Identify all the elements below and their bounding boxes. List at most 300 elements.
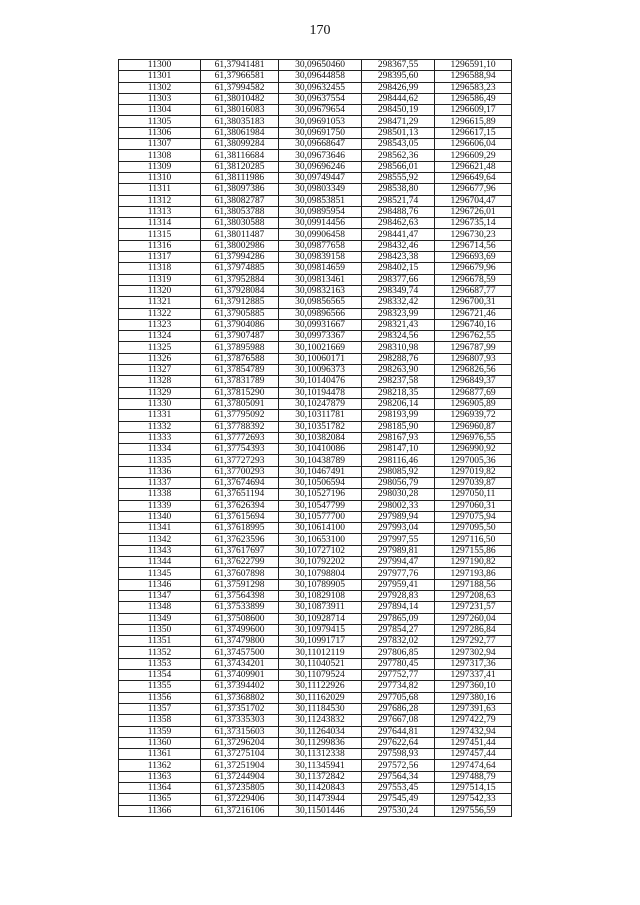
point-number-cell: 11365 <box>119 794 201 805</box>
longitude-cell: 30,09853851 <box>279 195 362 206</box>
y-coordinate-cell: 1297188,56 <box>435 579 512 590</box>
point-number-cell: 11325 <box>119 342 201 353</box>
y-coordinate-cell: 1296704,47 <box>435 195 512 206</box>
longitude-cell: 30,10467491 <box>279 466 362 477</box>
x-coordinate-cell: 298441,47 <box>362 229 435 240</box>
point-number-cell: 11330 <box>119 398 201 409</box>
latitude-cell: 61,37623596 <box>201 534 279 545</box>
latitude-cell: 61,37335303 <box>201 715 279 726</box>
latitude-cell: 61,38082787 <box>201 195 279 206</box>
longitude-cell: 30,09895954 <box>279 206 362 217</box>
point-number-cell: 11346 <box>119 579 201 590</box>
y-coordinate-cell: 1297116,50 <box>435 534 512 545</box>
table-row <box>119 500 512 511</box>
point-number-cell: 11345 <box>119 568 201 579</box>
longitude-cell: 30,10928714 <box>279 613 362 624</box>
longitude-cell: 30,09931667 <box>279 319 362 330</box>
table-row <box>119 613 512 624</box>
point-number-cell: 11338 <box>119 489 201 500</box>
latitude-cell: 61,37275104 <box>201 749 279 760</box>
table-row <box>119 331 512 342</box>
y-coordinate-cell: 1296877,69 <box>435 387 512 398</box>
point-number-cell: 11316 <box>119 240 201 251</box>
x-coordinate-cell: 297989,81 <box>362 545 435 556</box>
y-coordinate-cell: 1296609,17 <box>435 105 512 116</box>
longitude-cell: 30,10060171 <box>279 353 362 364</box>
x-coordinate-cell: 297832,02 <box>362 636 435 647</box>
point-number-cell: 11317 <box>119 252 201 263</box>
x-coordinate-cell: 298426,99 <box>362 82 435 93</box>
latitude-cell: 61,37368802 <box>201 692 279 703</box>
table-row <box>119 161 512 172</box>
y-coordinate-cell: 1296730,23 <box>435 229 512 240</box>
longitude-cell: 30,11473944 <box>279 794 362 805</box>
table-row <box>119 534 512 545</box>
table-row <box>119 489 512 500</box>
longitude-cell: 30,09668647 <box>279 139 362 150</box>
latitude-cell: 61,37434201 <box>201 658 279 669</box>
x-coordinate-cell: 297977,76 <box>362 568 435 579</box>
point-number-cell: 11313 <box>119 206 201 217</box>
y-coordinate-cell: 1296615,89 <box>435 116 512 127</box>
table-row <box>119 319 512 330</box>
point-number-cell: 11359 <box>119 726 201 737</box>
table-row <box>119 421 512 432</box>
point-number-cell: 11312 <box>119 195 201 206</box>
y-coordinate-cell: 1296649,64 <box>435 172 512 183</box>
longitude-cell: 30,10247879 <box>279 398 362 409</box>
y-coordinate-cell: 1297292,77 <box>435 636 512 647</box>
table-row <box>119 240 512 251</box>
x-coordinate-cell: 298332,42 <box>362 297 435 308</box>
longitude-cell: 30,11040521 <box>279 658 362 669</box>
point-number-cell: 11361 <box>119 749 201 760</box>
x-coordinate-cell: 297928,83 <box>362 590 435 601</box>
table-row <box>119 647 512 658</box>
point-number-cell: 11354 <box>119 670 201 681</box>
table-row <box>119 353 512 364</box>
longitude-cell: 30,10979415 <box>279 624 362 635</box>
y-coordinate-cell: 1296826,56 <box>435 365 512 376</box>
page-number: 170 <box>309 23 331 38</box>
table-row <box>119 60 512 71</box>
longitude-cell: 30,11162029 <box>279 692 362 703</box>
y-coordinate-cell: 1297391,63 <box>435 703 512 714</box>
table-row <box>119 703 512 714</box>
x-coordinate-cell: 298432,46 <box>362 240 435 251</box>
longitude-cell: 30,11184530 <box>279 703 362 714</box>
point-number-cell: 11306 <box>119 127 201 138</box>
latitude-cell: 61,38053788 <box>201 206 279 217</box>
table-row <box>119 692 512 703</box>
latitude-cell: 61,37700293 <box>201 466 279 477</box>
latitude-cell: 61,38035183 <box>201 116 279 127</box>
y-coordinate-cell: 1297556,59 <box>435 805 512 816</box>
coordinates-table-body <box>119 60 512 817</box>
point-number-cell: 11321 <box>119 297 201 308</box>
longitude-cell: 30,09973367 <box>279 331 362 342</box>
x-coordinate-cell: 297622,64 <box>362 737 435 748</box>
longitude-cell: 30,09906458 <box>279 229 362 240</box>
table-row <box>119 670 512 681</box>
x-coordinate-cell: 297894,14 <box>362 602 435 613</box>
y-coordinate-cell: 1297286,84 <box>435 624 512 635</box>
point-number-cell: 11347 <box>119 590 201 601</box>
latitude-cell: 61,37727293 <box>201 455 279 466</box>
x-coordinate-cell: 297686,28 <box>362 703 435 714</box>
longitude-cell: 30,10727102 <box>279 545 362 556</box>
y-coordinate-cell: 1296693,69 <box>435 252 512 263</box>
table-row <box>119 432 512 443</box>
x-coordinate-cell: 298324,56 <box>362 331 435 342</box>
latitude-cell: 61,37907487 <box>201 331 279 342</box>
x-coordinate-cell: 298566,01 <box>362 161 435 172</box>
longitude-cell: 30,09814659 <box>279 263 362 274</box>
table-row <box>119 783 512 794</box>
y-coordinate-cell: 1297095,50 <box>435 523 512 534</box>
longitude-cell: 30,10653100 <box>279 534 362 545</box>
table-row <box>119 274 512 285</box>
y-coordinate-cell: 1297050,11 <box>435 489 512 500</box>
table-row <box>119 139 512 150</box>
latitude-cell: 61,37457500 <box>201 647 279 658</box>
latitude-cell: 61,37795092 <box>201 410 279 421</box>
y-coordinate-cell: 1296726,01 <box>435 206 512 217</box>
longitude-cell: 30,09803349 <box>279 184 362 195</box>
longitude-cell: 30,11501446 <box>279 805 362 816</box>
y-coordinate-cell: 1296905,89 <box>435 398 512 409</box>
y-coordinate-cell: 1296588,94 <box>435 71 512 82</box>
point-number-cell: 11350 <box>119 624 201 635</box>
longitude-cell: 30,10527196 <box>279 489 362 500</box>
point-number-cell: 11366 <box>119 805 201 816</box>
point-number-cell: 11356 <box>119 692 201 703</box>
point-number-cell: 11351 <box>119 636 201 647</box>
longitude-cell: 30,10410086 <box>279 444 362 455</box>
point-number-cell: 11363 <box>119 771 201 782</box>
table-row <box>119 71 512 82</box>
point-number-cell: 11302 <box>119 82 201 93</box>
latitude-cell: 61,37235805 <box>201 783 279 794</box>
longitude-cell: 30,10382084 <box>279 432 362 443</box>
table-row <box>119 511 512 522</box>
longitude-cell: 30,09813461 <box>279 274 362 285</box>
point-number-cell: 11322 <box>119 308 201 319</box>
x-coordinate-cell: 298471,29 <box>362 116 435 127</box>
latitude-cell: 61,38030588 <box>201 218 279 229</box>
x-coordinate-cell: 298147,10 <box>362 444 435 455</box>
table-row <box>119 568 512 579</box>
table-row <box>119 760 512 771</box>
x-coordinate-cell: 298521,74 <box>362 195 435 206</box>
point-number-cell: 11328 <box>119 376 201 387</box>
table-row <box>119 206 512 217</box>
latitude-cell: 61,37854789 <box>201 365 279 376</box>
x-coordinate-cell: 297564,34 <box>362 771 435 782</box>
table-row <box>119 116 512 127</box>
point-number-cell: 11331 <box>119 410 201 421</box>
x-coordinate-cell: 297806,85 <box>362 647 435 658</box>
point-number-cell: 11364 <box>119 783 201 794</box>
x-coordinate-cell: 298206,14 <box>362 398 435 409</box>
y-coordinate-cell: 1296787,99 <box>435 342 512 353</box>
table-row <box>119 523 512 534</box>
x-coordinate-cell: 298402,15 <box>362 263 435 274</box>
latitude-cell: 61,37895988 <box>201 342 279 353</box>
table-row <box>119 557 512 568</box>
latitude-cell: 61,38010482 <box>201 93 279 104</box>
x-coordinate-cell: 297545,49 <box>362 794 435 805</box>
longitude-cell: 30,09637554 <box>279 93 362 104</box>
latitude-cell: 61,37626394 <box>201 500 279 511</box>
table-row <box>119 150 512 161</box>
table-row <box>119 805 512 816</box>
latitude-cell: 61,37831789 <box>201 376 279 387</box>
longitude-cell: 30,10438789 <box>279 455 362 466</box>
longitude-cell: 30,09673646 <box>279 150 362 161</box>
longitude-cell: 30,11243832 <box>279 715 362 726</box>
y-coordinate-cell: 1297360,10 <box>435 681 512 692</box>
point-number-cell: 11308 <box>119 150 201 161</box>
point-number-cell: 11319 <box>119 274 201 285</box>
latitude-cell: 61,38120285 <box>201 161 279 172</box>
longitude-cell: 30,09650460 <box>279 60 362 71</box>
point-number-cell: 11362 <box>119 760 201 771</box>
y-coordinate-cell: 1296807,93 <box>435 353 512 364</box>
y-coordinate-cell: 1297155,86 <box>435 545 512 556</box>
x-coordinate-cell: 298488,76 <box>362 206 435 217</box>
longitude-cell: 30,11264034 <box>279 726 362 737</box>
y-coordinate-cell: 1297514,15 <box>435 783 512 794</box>
x-coordinate-cell: 298395,60 <box>362 71 435 82</box>
y-coordinate-cell: 1297260,04 <box>435 613 512 624</box>
longitude-cell: 30,09832163 <box>279 285 362 296</box>
longitude-cell: 30,09696246 <box>279 161 362 172</box>
point-number-cell: 11311 <box>119 184 201 195</box>
point-number-cell: 11339 <box>119 500 201 511</box>
latitude-cell: 61,37394402 <box>201 681 279 692</box>
point-number-cell: 11326 <box>119 353 201 364</box>
x-coordinate-cell: 298377,66 <box>362 274 435 285</box>
latitude-cell: 61,37607898 <box>201 568 279 579</box>
y-coordinate-cell: 1297488,79 <box>435 771 512 782</box>
table-row <box>119 477 512 488</box>
x-coordinate-cell: 297705,68 <box>362 692 435 703</box>
y-coordinate-cell: 1296849,37 <box>435 376 512 387</box>
y-coordinate-cell: 1297422,79 <box>435 715 512 726</box>
longitude-cell: 30,10614100 <box>279 523 362 534</box>
x-coordinate-cell: 298444,62 <box>362 93 435 104</box>
x-coordinate-cell: 298555,92 <box>362 172 435 183</box>
y-coordinate-cell: 1297474,64 <box>435 760 512 771</box>
table-row <box>119 444 512 455</box>
x-coordinate-cell: 298288,76 <box>362 353 435 364</box>
longitude-cell: 30,10991717 <box>279 636 362 647</box>
x-coordinate-cell: 297854,27 <box>362 624 435 635</box>
latitude-cell: 61,37815290 <box>201 387 279 398</box>
longitude-cell: 30,10351782 <box>279 421 362 432</box>
x-coordinate-cell: 298423,38 <box>362 252 435 263</box>
latitude-cell: 61,37994582 <box>201 82 279 93</box>
latitude-cell: 61,37533899 <box>201 602 279 613</box>
longitude-cell: 30,09679654 <box>279 105 362 116</box>
longitude-cell: 30,10577700 <box>279 511 362 522</box>
table-row <box>119 342 512 353</box>
longitude-cell: 30,10021669 <box>279 342 362 353</box>
x-coordinate-cell: 298462,63 <box>362 218 435 229</box>
y-coordinate-cell: 1296617,15 <box>435 127 512 138</box>
latitude-cell: 61,37876588 <box>201 353 279 364</box>
table-row <box>119 749 512 760</box>
y-coordinate-cell: 1296976,55 <box>435 432 512 443</box>
x-coordinate-cell: 298167,93 <box>362 432 435 443</box>
x-coordinate-cell: 298085,92 <box>362 466 435 477</box>
x-coordinate-cell: 297667,08 <box>362 715 435 726</box>
point-number-cell: 11343 <box>119 545 201 556</box>
point-number-cell: 11355 <box>119 681 201 692</box>
point-number-cell: 11357 <box>119 703 201 714</box>
x-coordinate-cell: 298185,90 <box>362 421 435 432</box>
table-row <box>119 794 512 805</box>
y-coordinate-cell: 1296990,92 <box>435 444 512 455</box>
y-coordinate-cell: 1297302,94 <box>435 647 512 658</box>
table-row <box>119 285 512 296</box>
table-row <box>119 387 512 398</box>
table-row <box>119 658 512 669</box>
longitude-cell: 30,11345941 <box>279 760 362 771</box>
y-coordinate-cell: 1296609,29 <box>435 150 512 161</box>
longitude-cell: 30,09914456 <box>279 218 362 229</box>
y-coordinate-cell: 1296762,55 <box>435 331 512 342</box>
table-row <box>119 82 512 93</box>
latitude-cell: 61,38099284 <box>201 139 279 150</box>
point-number-cell: 11360 <box>119 737 201 748</box>
point-number-cell: 11305 <box>119 116 201 127</box>
point-number-cell: 11315 <box>119 229 201 240</box>
point-number-cell: 11336 <box>119 466 201 477</box>
point-number-cell: 11314 <box>119 218 201 229</box>
x-coordinate-cell: 297598,93 <box>362 749 435 760</box>
x-coordinate-cell: 298349,74 <box>362 285 435 296</box>
latitude-cell: 61,37788392 <box>201 421 279 432</box>
y-coordinate-cell: 1297075,94 <box>435 511 512 522</box>
x-coordinate-cell: 297644,81 <box>362 726 435 737</box>
longitude-cell: 30,11012119 <box>279 647 362 658</box>
table-row <box>119 771 512 782</box>
longitude-cell: 30,11079524 <box>279 670 362 681</box>
longitude-cell: 30,09856565 <box>279 297 362 308</box>
table-row <box>119 579 512 590</box>
table-row <box>119 308 512 319</box>
longitude-cell: 30,11372842 <box>279 771 362 782</box>
latitude-cell: 61,37244904 <box>201 771 279 782</box>
x-coordinate-cell: 298323,99 <box>362 308 435 319</box>
x-coordinate-cell: 297993,04 <box>362 523 435 534</box>
latitude-cell: 61,37315603 <box>201 726 279 737</box>
point-number-cell: 11324 <box>119 331 201 342</box>
table-row <box>119 681 512 692</box>
y-coordinate-cell: 1296586,49 <box>435 93 512 104</box>
longitude-cell: 30,09691750 <box>279 127 362 138</box>
longitude-cell: 30,10506594 <box>279 477 362 488</box>
point-number-cell: 11320 <box>119 285 201 296</box>
point-number-cell: 11303 <box>119 93 201 104</box>
table-row <box>119 737 512 748</box>
x-coordinate-cell: 298237,58 <box>362 376 435 387</box>
y-coordinate-cell: 1296740,16 <box>435 319 512 330</box>
x-coordinate-cell: 297959,41 <box>362 579 435 590</box>
point-number-cell: 11332 <box>119 421 201 432</box>
point-number-cell: 11344 <box>119 557 201 568</box>
longitude-cell: 30,10311781 <box>279 410 362 421</box>
table-row <box>119 602 512 613</box>
latitude-cell: 61,37351702 <box>201 703 279 714</box>
longitude-cell: 30,11312338 <box>279 749 362 760</box>
point-number-cell: 11341 <box>119 523 201 534</box>
y-coordinate-cell: 1296583,23 <box>435 82 512 93</box>
x-coordinate-cell: 298056,79 <box>362 477 435 488</box>
y-coordinate-cell: 1297208,63 <box>435 590 512 601</box>
longitude-cell: 30,09877658 <box>279 240 362 251</box>
latitude-cell: 61,37622799 <box>201 557 279 568</box>
longitude-cell: 30,11299836 <box>279 737 362 748</box>
latitude-cell: 61,37479800 <box>201 636 279 647</box>
y-coordinate-cell: 1296960,87 <box>435 421 512 432</box>
y-coordinate-cell: 1296700,31 <box>435 297 512 308</box>
y-coordinate-cell: 1296591,10 <box>435 60 512 71</box>
longitude-cell: 30,09632455 <box>279 82 362 93</box>
table-row <box>119 263 512 274</box>
latitude-cell: 61,37618995 <box>201 523 279 534</box>
longitude-cell: 30,09749447 <box>279 172 362 183</box>
point-number-cell: 11310 <box>119 172 201 183</box>
latitude-cell: 61,37409901 <box>201 670 279 681</box>
x-coordinate-cell: 298321,43 <box>362 319 435 330</box>
longitude-cell: 30,10096373 <box>279 365 362 376</box>
latitude-cell: 61,37772693 <box>201 432 279 443</box>
longitude-cell: 30,09644858 <box>279 71 362 82</box>
point-number-cell: 11327 <box>119 365 201 376</box>
longitude-cell: 30,10792202 <box>279 557 362 568</box>
longitude-cell: 30,10789905 <box>279 579 362 590</box>
table-row <box>119 252 512 263</box>
x-coordinate-cell: 298538,80 <box>362 184 435 195</box>
point-number-cell: 11335 <box>119 455 201 466</box>
x-coordinate-cell: 297752,77 <box>362 670 435 681</box>
point-number-cell: 11352 <box>119 647 201 658</box>
latitude-cell: 61,37805091 <box>201 398 279 409</box>
x-coordinate-cell: 297734,82 <box>362 681 435 692</box>
y-coordinate-cell: 1297005,36 <box>435 455 512 466</box>
latitude-cell: 61,37754393 <box>201 444 279 455</box>
y-coordinate-cell: 1296721,46 <box>435 308 512 319</box>
latitude-cell: 61,37974885 <box>201 263 279 274</box>
table-row <box>119 195 512 206</box>
table-row <box>119 184 512 195</box>
table-row <box>119 455 512 466</box>
table-row <box>119 715 512 726</box>
point-number-cell: 11323 <box>119 319 201 330</box>
longitude-cell: 30,10798804 <box>279 568 362 579</box>
point-number-cell: 11349 <box>119 613 201 624</box>
latitude-cell: 61,38016083 <box>201 105 279 116</box>
latitude-cell: 61,37591298 <box>201 579 279 590</box>
x-coordinate-cell: 298562,36 <box>362 150 435 161</box>
latitude-cell: 61,37296204 <box>201 737 279 748</box>
x-coordinate-cell: 298030,28 <box>362 489 435 500</box>
latitude-cell: 61,37952884 <box>201 274 279 285</box>
y-coordinate-cell: 1297039,87 <box>435 477 512 488</box>
